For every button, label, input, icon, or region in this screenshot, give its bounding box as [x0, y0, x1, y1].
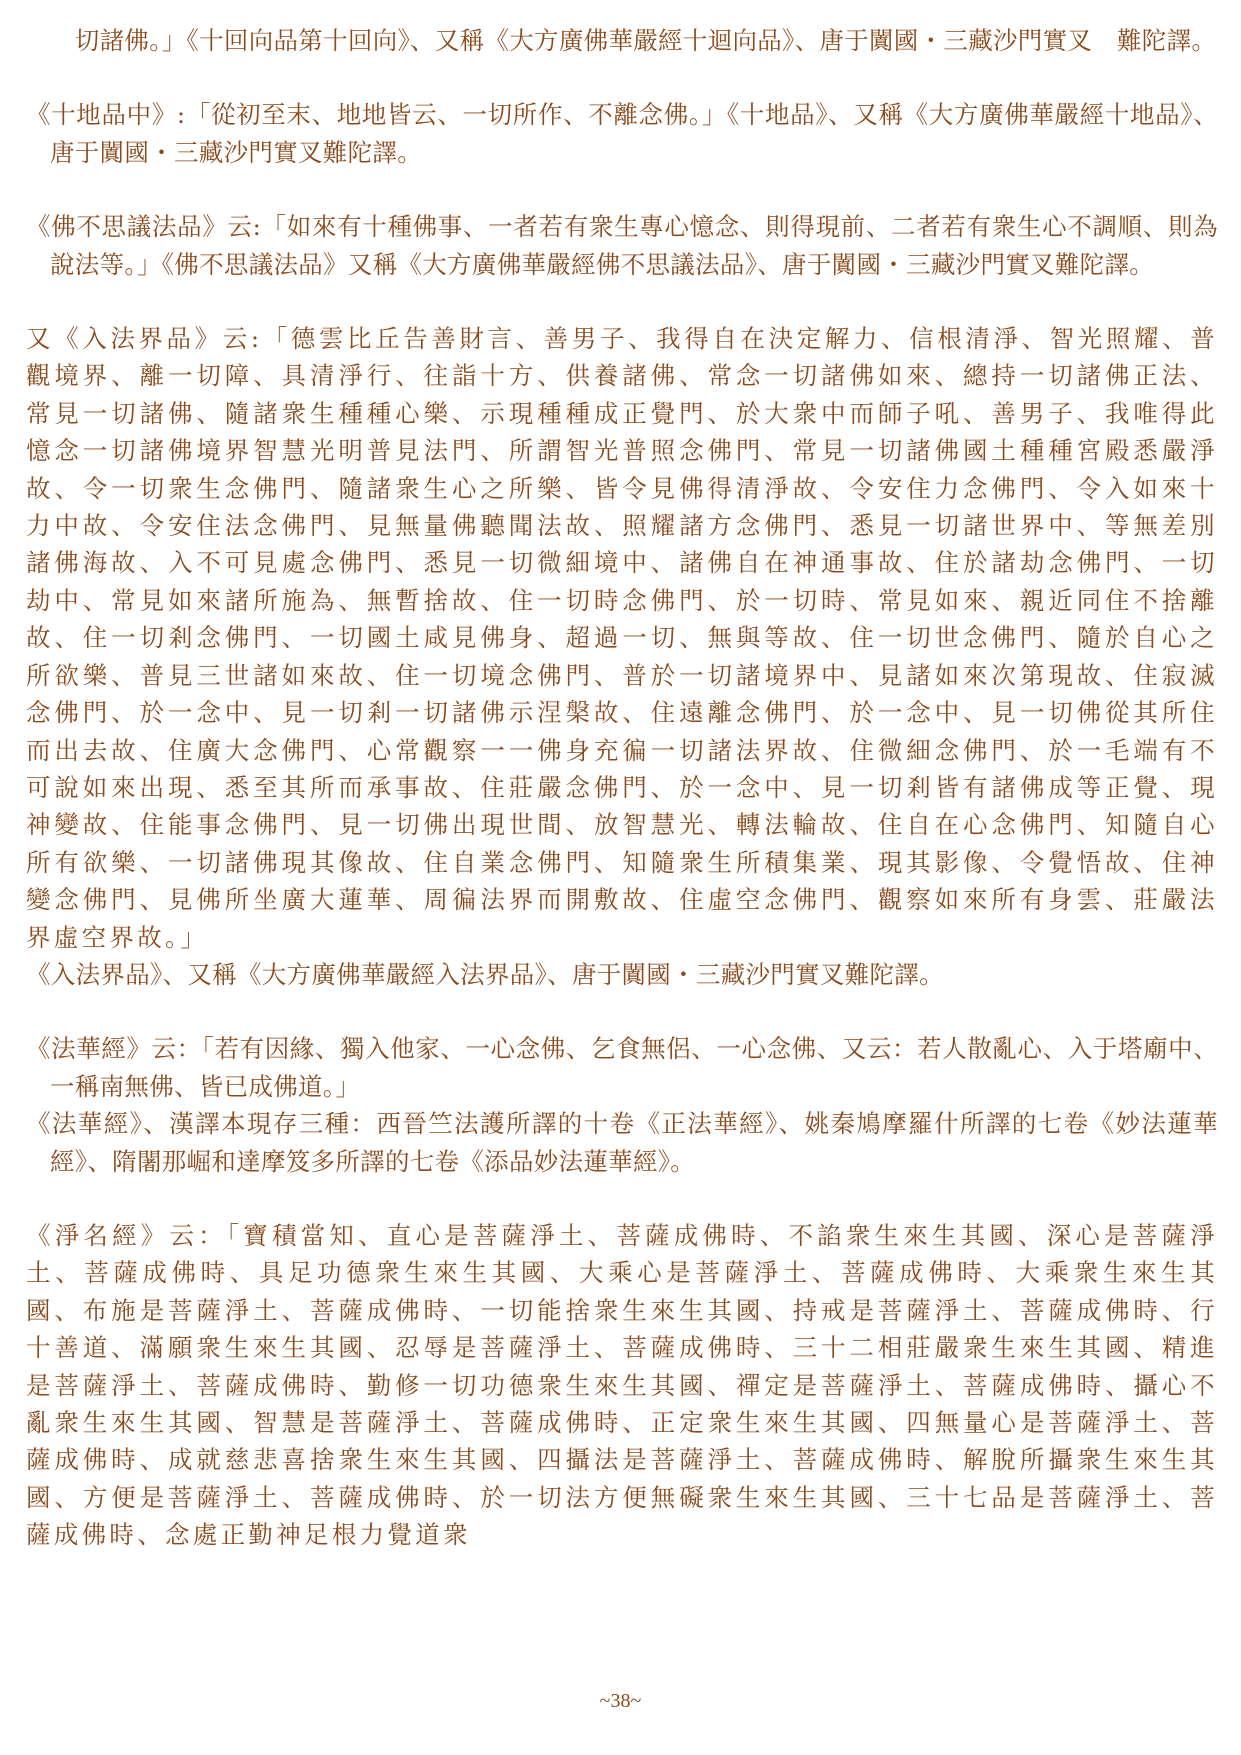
page-body: [26, 22, 1218, 1554]
paragraph-gap: [26, 1180, 1218, 1217]
paragraph-rufajie-pin-quote: 又《入法界品》云:「德雲比丘告善財言、善男子、我得自在決定解力、信根清淨、智光照耀、普觀境界、離一切障、具清淨行、往詣十方、供養諸佛、常念一切諸佛如來、總持一切諸佛正法、常見一切諸佛、隨諸衆生種種心樂、示現種種成正覺門、於大衆中而師子吼、善男子、我唯得此憶念一切諸佛境界智慧光明普見法門、所謂智光普照念佛門、常見一切諸佛國土種種宮殿悉嚴淨故、令一切衆生念佛門、隨諸衆生心之所樂、皆令見佛得清淨故、令安住力念佛門、令入如來十力中故、令安住法念佛門、見無量佛聽聞法故、照耀諸方念佛門、悉見一切諸世界中、等無差別諸佛海故、入不可見處念佛門、悉見一切微細境中、諸佛自在神通事故、住於諸劫念佛門、一切劫中、常見如來諸所施為、無暫捨故、住一切時念佛門、於一切時、常見如來、親近同住不捨離故、住一切剎念佛門、一切國土咸見佛身、超過一切、無與等故、住一切世念佛門、隨於自心之所欲樂、普見三世諸如來故、住一切境念佛門、普於一切諸境界中、見諸如來次第現故、住寂滅念佛門、於一念中、見一切剎一切諸佛示涅槃故、住遠離念佛門、於一念中、見一切佛從其所住而出去故、住廣大念佛門、心常觀察一一佛身充徧一切諸法界故、住微細念佛門、於一毛端有不可說如來出現、悉至其所而承事故、住莊嚴念佛門、於一念中、見一切剎皆有諸佛成等正覺、現神變故、住能事念佛門、見一切佛出現世間、放智慧光、轉法輪故、住自在心念佛門、知隨自心所有欲樂、一切諸佛現其像故、住自業念佛門、知隨衆生所積集業、現其影像、令覺悟故、住神變念佛門、見佛所坐廣大蓮華、周徧法界而開敷故、住虛空念佛門、觀察如來所有身雲、莊嚴法界虛空界故。」: [26, 324, 1218, 952]
paragraph-shidi-pin: 《十地品中》:「從初至末、地地皆云、一切所作、不離念佛。」《十地品》、又稱《大方廣佛華嚴經十地品》、唐于闐國・三藏沙門實叉難陀譯。: [26, 100, 1218, 167]
paragraph-gap: [26, 283, 1218, 320]
paragraph-fahua-jing-source: 《法華經》、漢譯本現存三種：西晉竺法護所譯的十卷《正法華經》、姚秦鳩摩羅什所譯的七卷《妙法蓮華經》、隋闍那崛和達摩笈多所譯的七卷《添品妙法蓮華經》。: [26, 1109, 1218, 1176]
paragraph-fahua-jing-quote: 《法華經》云：「若有因緣、獨入他家、一心念佛、乞食無侶、一心念佛、又云：若人散亂心、入于塔廟中、一稱南無佛、皆已成佛道。」: [26, 1034, 1218, 1101]
paragraph-shihuixiang-tail: 切諸佛。」《十回向品第十回向》、又稱《大方廣佛華嚴經十迴向品》、唐于闐國・三藏沙門實叉 難陀譯。: [50, 26, 1217, 55]
paragraph-rufajie-pin-source: 《入法界品》、又稱《大方廣佛華嚴經入法界品》、唐于闐國・三藏沙門實叉難陀譯。: [26, 959, 944, 989]
page-number: ~38~: [599, 1690, 642, 1712]
paragraph-gap: [26, 59, 1218, 96]
paragraph-jingming-jing-quote: 《淨名經》云：「寶積當知、直心是菩薩淨土、菩薩成佛時、不諂衆生來生其國、深心是菩薩淨土、菩薩成佛時、具足功德衆生來生其國、大乘心是菩薩淨土、菩薩成佛時、大乘衆生來生其國、布施是菩薩淨土、菩薩成佛時、一切能捨衆生來生其國、持戒是菩薩淨土、菩薩成佛時、行十善道、滿願衆生來生其國、忍辱是菩薩淨土、菩薩成佛時、三十二相莊嚴衆生來生其國、精進是菩薩淨土、菩薩成佛時、勤修一切功德衆生來生其國、禪定是菩薩淨土、菩薩成佛時、攝心不亂衆生來生其國、智慧是菩薩淨土、菩薩成佛時、正定衆生來生其國、四無量心是菩薩淨土、菩薩成佛時、成就慈悲喜捨衆生來生其國、四攝法是菩薩淨土、菩薩成佛時、解脫所攝衆生來生其國、方便是菩薩淨土、菩薩成佛時、於一切法方便無礙衆生來生其國、三十七品是菩薩淨土、菩薩成佛時、念處正勤神足根力覺道衆: [26, 1220, 1218, 1550]
paragraph-gap: [26, 171, 1218, 208]
paragraph-bubusiyi-fapin: 《佛不思議法品》云:「如來有十種佛事、一者若有衆生專心憶念、則得現前、二者若有衆生心不調順、則為說法等。」《佛不思議法品》又稱《大方廣佛華嚴經佛不思議法品》、唐于闐國・三藏沙門實叉難陀譯。: [26, 212, 1218, 279]
paragraph-gap: [26, 993, 1218, 1030]
